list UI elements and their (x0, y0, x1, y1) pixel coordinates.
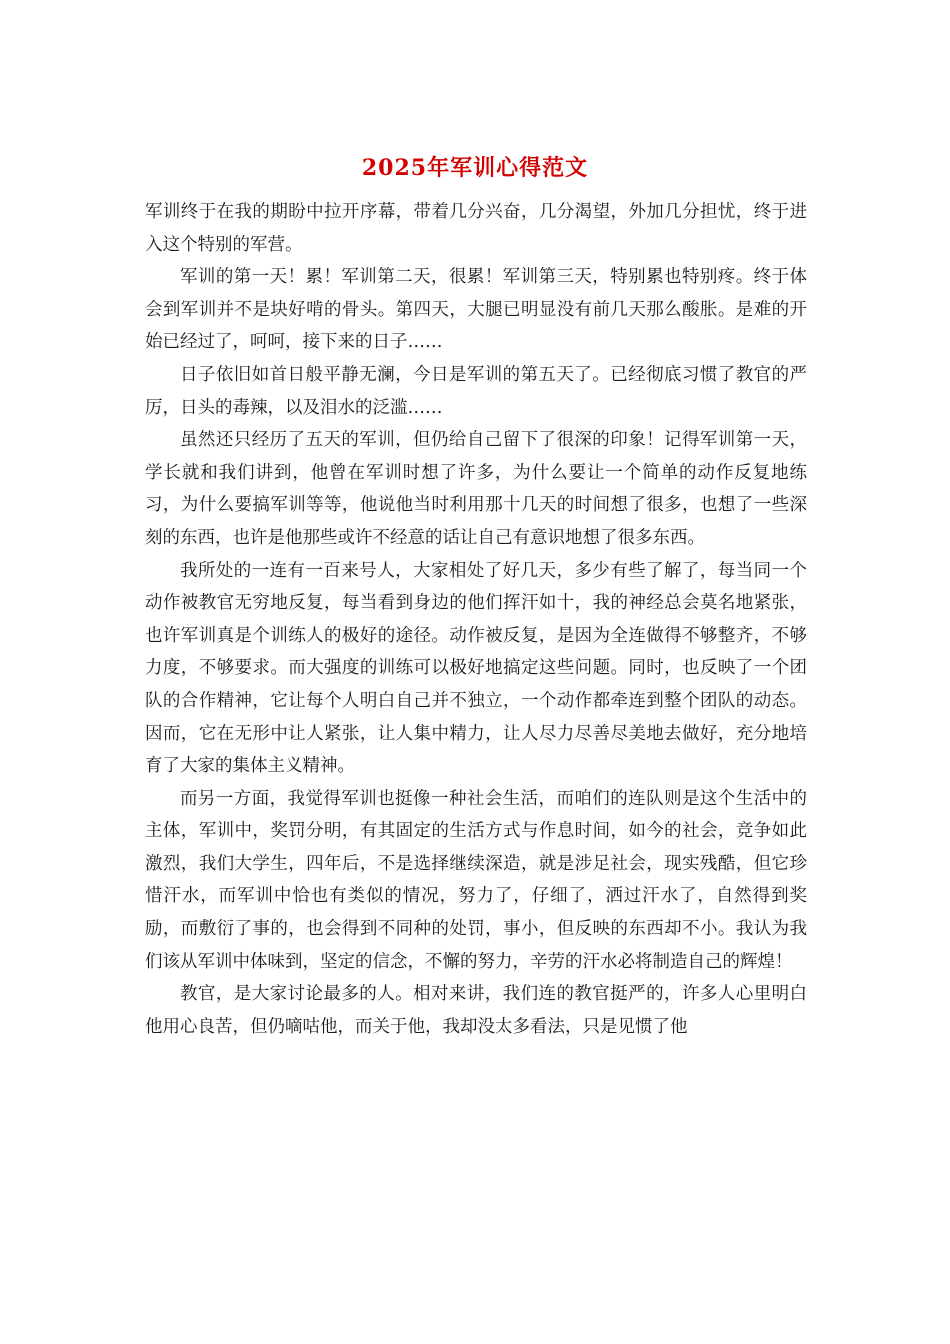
paragraph-6: 而另一方面，我觉得军训也挺像一种社会生活，而咱们的连队则是这个生活中的主体，军训中，奖罚分明，有其固定的生活方式与作息时间，如今的社会，竞争如此激烈，我们大学生，四年后，不是选择继续深造，就是涉足社会，现实残酷，但它珍惜汗水，而军训中恰也有类似的情况，努力了，仔细了，洒过汗水了，自然得到奖励，而敷衍了事的，也会得到不同种的处罚，事小，但反映的东西却不小。我认为我们该从军训中体味到，坚定的信念，不懈的努力，辛劳的汗水必将制造自己的辉煌！ (145, 788, 807, 972)
paragraph-4: 虽然还只经历了五天的军训，但仍给自己留下了很深的印象！记得军训第一天，学长就和我们讲到，他曾在军训时想了许多，为什么要让一个简单的动作反复地练习，为什么要搞军训等等，他说他当时利用那十几天的时间想了很多，也想了一些深刻的东西，也许是他那些或许不经意的话让自己有意识地想了很多东西。 (145, 430, 807, 548)
page-title: 2025年军训心得范文 (361, 155, 589, 181)
paragraph-1: 军训终于在我的期盼中拉开序幕，带着几分兴奋，几分渴望，外加几分担忧，终于进入这个特别的军营。 (145, 202, 807, 255)
paragraph-5: 我所处的一连有一百来号人，大家相处了好几天，多少有些了解了，每当同一个动作被教官无穷地反复，每当看到身边的他们挥汗如十，我的神经总会莫名地紧张，也许军训真是个训练人的极好的途径。动作被反复，是因为全连做得不够整齐，不够力度，不够要求。而大强度的训练可以极好地搞定这些问题。同时，也反映了一个团队的合作精神，它让每个人明白自己并不独立，一个动作都牵连到整个团队的动态。因而，它在无形中让人紧张，让人集中精力，让人尽力尽善尽美地去做好，充分地培育了大家的集体主义精神。 (145, 560, 807, 777)
paragraph-7: 教官，是大家讨论最多的人。相对来讲，我们连的教官挺严的，许多人心里明白他用心良苦，但仍嘀咕他，而关于他，我却没太多看法，只是见惯了他 (145, 984, 807, 1037)
paragraph-3: 日子依旧如首日般平静无澜，今日是军训的第五天了。已经彻底习惯了教官的严厉，日头的毒辣，以及泪水的泛滥…… (145, 364, 807, 418)
document-body (145, 196, 807, 1043)
paragraph-2: 军训的第一天！累！军训第二天，很累！军训第三天，特别累也特别疼。终于体会到军训并不是块好啃的骨头。第四天，大腿已明显没有前几天那么酸胀。是难的开始已经过了，呵呵，接下来的日子…… (145, 267, 807, 353)
